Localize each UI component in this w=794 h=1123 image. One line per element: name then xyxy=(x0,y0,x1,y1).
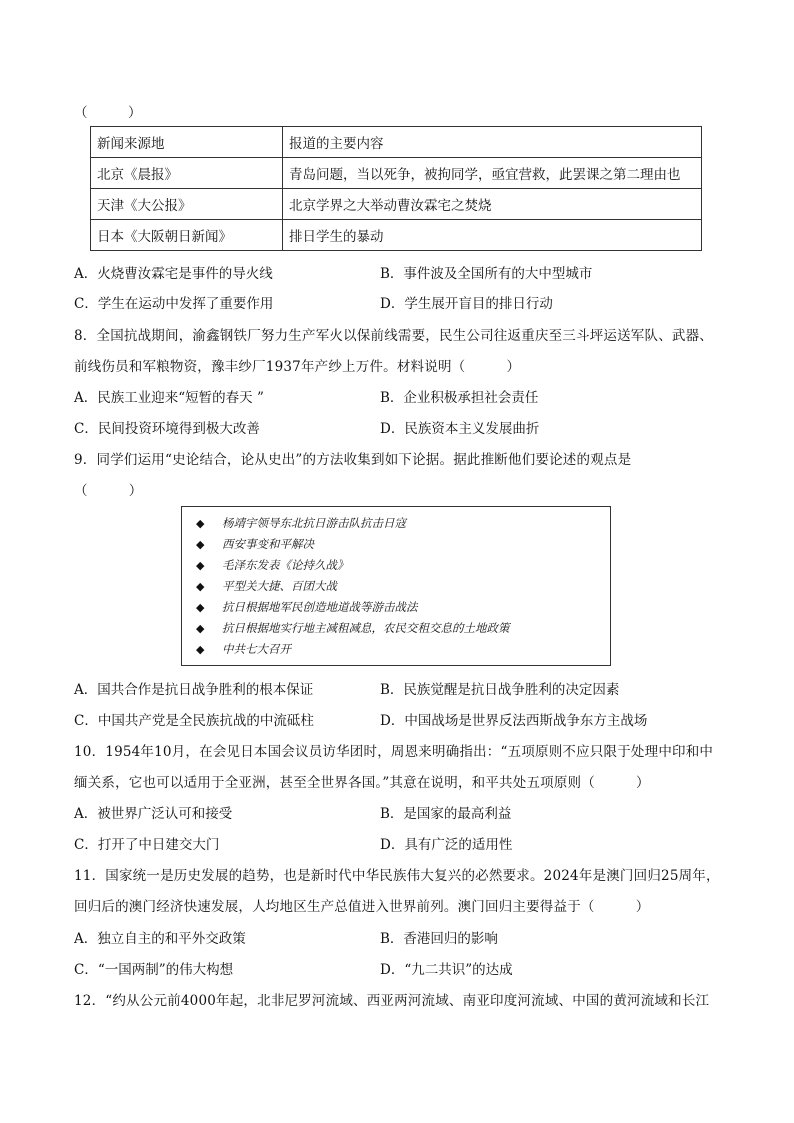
q10-option-a: A．被世界广泛认可和接受 xyxy=(74,806,233,822)
q8-stem-line1: 8．全国抗战期间，渝鑫钢铁厂努力生产军火以保前线需要，民生公司往返重庆至三斗坪运送军队、武器、 xyxy=(74,328,713,344)
q7-option-d: D．学生展开盲目的排日行动 xyxy=(380,296,553,312)
news-table xyxy=(90,126,702,251)
evidence-text: 平型关大捷、百团大战 xyxy=(222,579,337,593)
q10-stem-line1: 10．1954年10月，在会见日本国会议员访华团时，周恩来明确指出：“五项原则不应只限于处理中印和中 xyxy=(74,744,714,760)
q7-option-a: A．火烧曹汝霖宅是事件的导火线 xyxy=(74,266,273,282)
table-header-row xyxy=(91,127,702,158)
q7-option-c: C．学生在运动中发挥了重要作用 xyxy=(74,296,274,312)
diamond-bullet-icon: ◆ xyxy=(196,601,205,614)
table-cell: 天津《大公报》 xyxy=(91,189,283,220)
table-header-cell: 新闻来源地 xyxy=(91,127,283,158)
evidence-text: 中共七大召开 xyxy=(222,642,291,656)
evidence-text: 抗日根据地军民创造地道战等游击战法 xyxy=(222,600,418,614)
q10-option-b: B．是国家的最高利益 xyxy=(380,806,512,822)
diamond-bullet-icon: ◆ xyxy=(196,538,205,551)
table-cell: 北京《晨报》 xyxy=(91,158,283,189)
q8-option-b: B．企业积极承担社会责任 xyxy=(380,390,539,406)
q9-option-d: D．中国战场是世界反法西斯战争东方主战场 xyxy=(380,713,648,729)
q9-option-c: C．中国共产党是全民族抗战的中流砥柱 xyxy=(74,713,314,729)
q11-stem-line1: 11．国家统一是历史发展的趋势，也是新时代中华民族伟大复兴的必然要求。2024年是澳门回归25周年， xyxy=(74,868,720,884)
q11-option-a: A．独立自主的和平外交政策 xyxy=(74,931,246,947)
evidence-item xyxy=(196,599,418,615)
table-row xyxy=(91,220,702,251)
evidence-box xyxy=(181,506,611,666)
diamond-bullet-icon: ◆ xyxy=(196,517,205,530)
evidence-item xyxy=(196,620,510,636)
table-row xyxy=(91,189,702,220)
table-cell: 排日学生的暴动 xyxy=(283,220,702,251)
table-cell: 日本《大阪朝日新闻》 xyxy=(91,220,283,251)
diamond-bullet-icon: ◆ xyxy=(196,643,205,656)
q9-option-a: A．国共合作是抗日战争胜利的根本保证 xyxy=(74,682,314,698)
q10-option-d: D．具有广泛的适用性 xyxy=(380,837,513,853)
q7-option-b: B．事件波及全国所有的大中型城市 xyxy=(380,266,593,282)
q9-option-b: B．民族觉醒是抗日战争胜利的决定因素 xyxy=(380,682,620,698)
diamond-bullet-icon: ◆ xyxy=(196,580,205,593)
q8-option-c: C．民间投资环境得到极大改善 xyxy=(74,421,260,437)
q9-stem-line1: 9．同学们运用“史论结合，论从史出”的方法收集到如下论据。据此推断他们要论述的观点是 xyxy=(74,452,632,468)
evidence-text: 毛泽东发表《论持久战》 xyxy=(222,558,349,572)
evidence-text: 抗日根据地实行地主减租减息，农民交租交息的土地政策 xyxy=(222,621,510,635)
diamond-bullet-icon: ◆ xyxy=(196,559,205,572)
q10-stem-line2: 缅关系，它也可以适用于全亚洲，甚至全世界各国。”其意在说明，和平共处五项原则（ ） xyxy=(74,775,650,791)
q7-paren: （ ） xyxy=(74,105,142,121)
evidence-item xyxy=(196,515,406,531)
q11-option-c: C．“一国两制”的伟大构想 xyxy=(74,962,234,978)
q10-option-c: C．打开了中日建交大门 xyxy=(74,837,220,853)
q9-stem-line2: （ ） xyxy=(74,483,143,499)
evidence-text: 西安事变和平解决 xyxy=(222,537,314,551)
q8-option-a: A．民族工业迎来“短暂的春天 ” xyxy=(74,390,264,406)
evidence-text: 杨靖宇领导东北抗日游击队抗击日寇 xyxy=(222,516,406,530)
table-cell: 青岛问题，当以死争，被拘同学，亟宜营救，此罢课之第二理由也 xyxy=(283,158,702,189)
evidence-item xyxy=(196,536,314,552)
q8-option-d: D．民族资本主义发展曲折 xyxy=(380,421,540,437)
table-cell: 北京学界之大举动曹汝霖宅之焚烧 xyxy=(283,189,702,220)
evidence-item xyxy=(196,641,291,657)
table-row xyxy=(91,158,702,189)
evidence-item xyxy=(196,578,337,594)
diamond-bullet-icon: ◆ xyxy=(196,622,205,635)
q11-option-d: D．“九二共识”的达成 xyxy=(380,962,513,978)
q11-option-b: B．香港回归的影响 xyxy=(380,931,498,947)
table-header-cell: 报道的主要内容 xyxy=(283,127,702,158)
q12-stem-line1: 12．“约从公元前4000年起，北非尼罗河流域、西亚两河流域、南亚印度河流域、中国的黄河流域和长江 xyxy=(74,993,710,1009)
evidence-item xyxy=(196,557,349,573)
q8-stem-line2: 前线伤员和军粮物资，豫丰纱厂1937年产纱上万件。材料说明（ ） xyxy=(74,359,521,375)
q11-stem-line2: 回归后的澳门经济快速发展，人均地区生产总值进入世界前列。澳门回归主要得益于（ ） xyxy=(74,899,650,915)
